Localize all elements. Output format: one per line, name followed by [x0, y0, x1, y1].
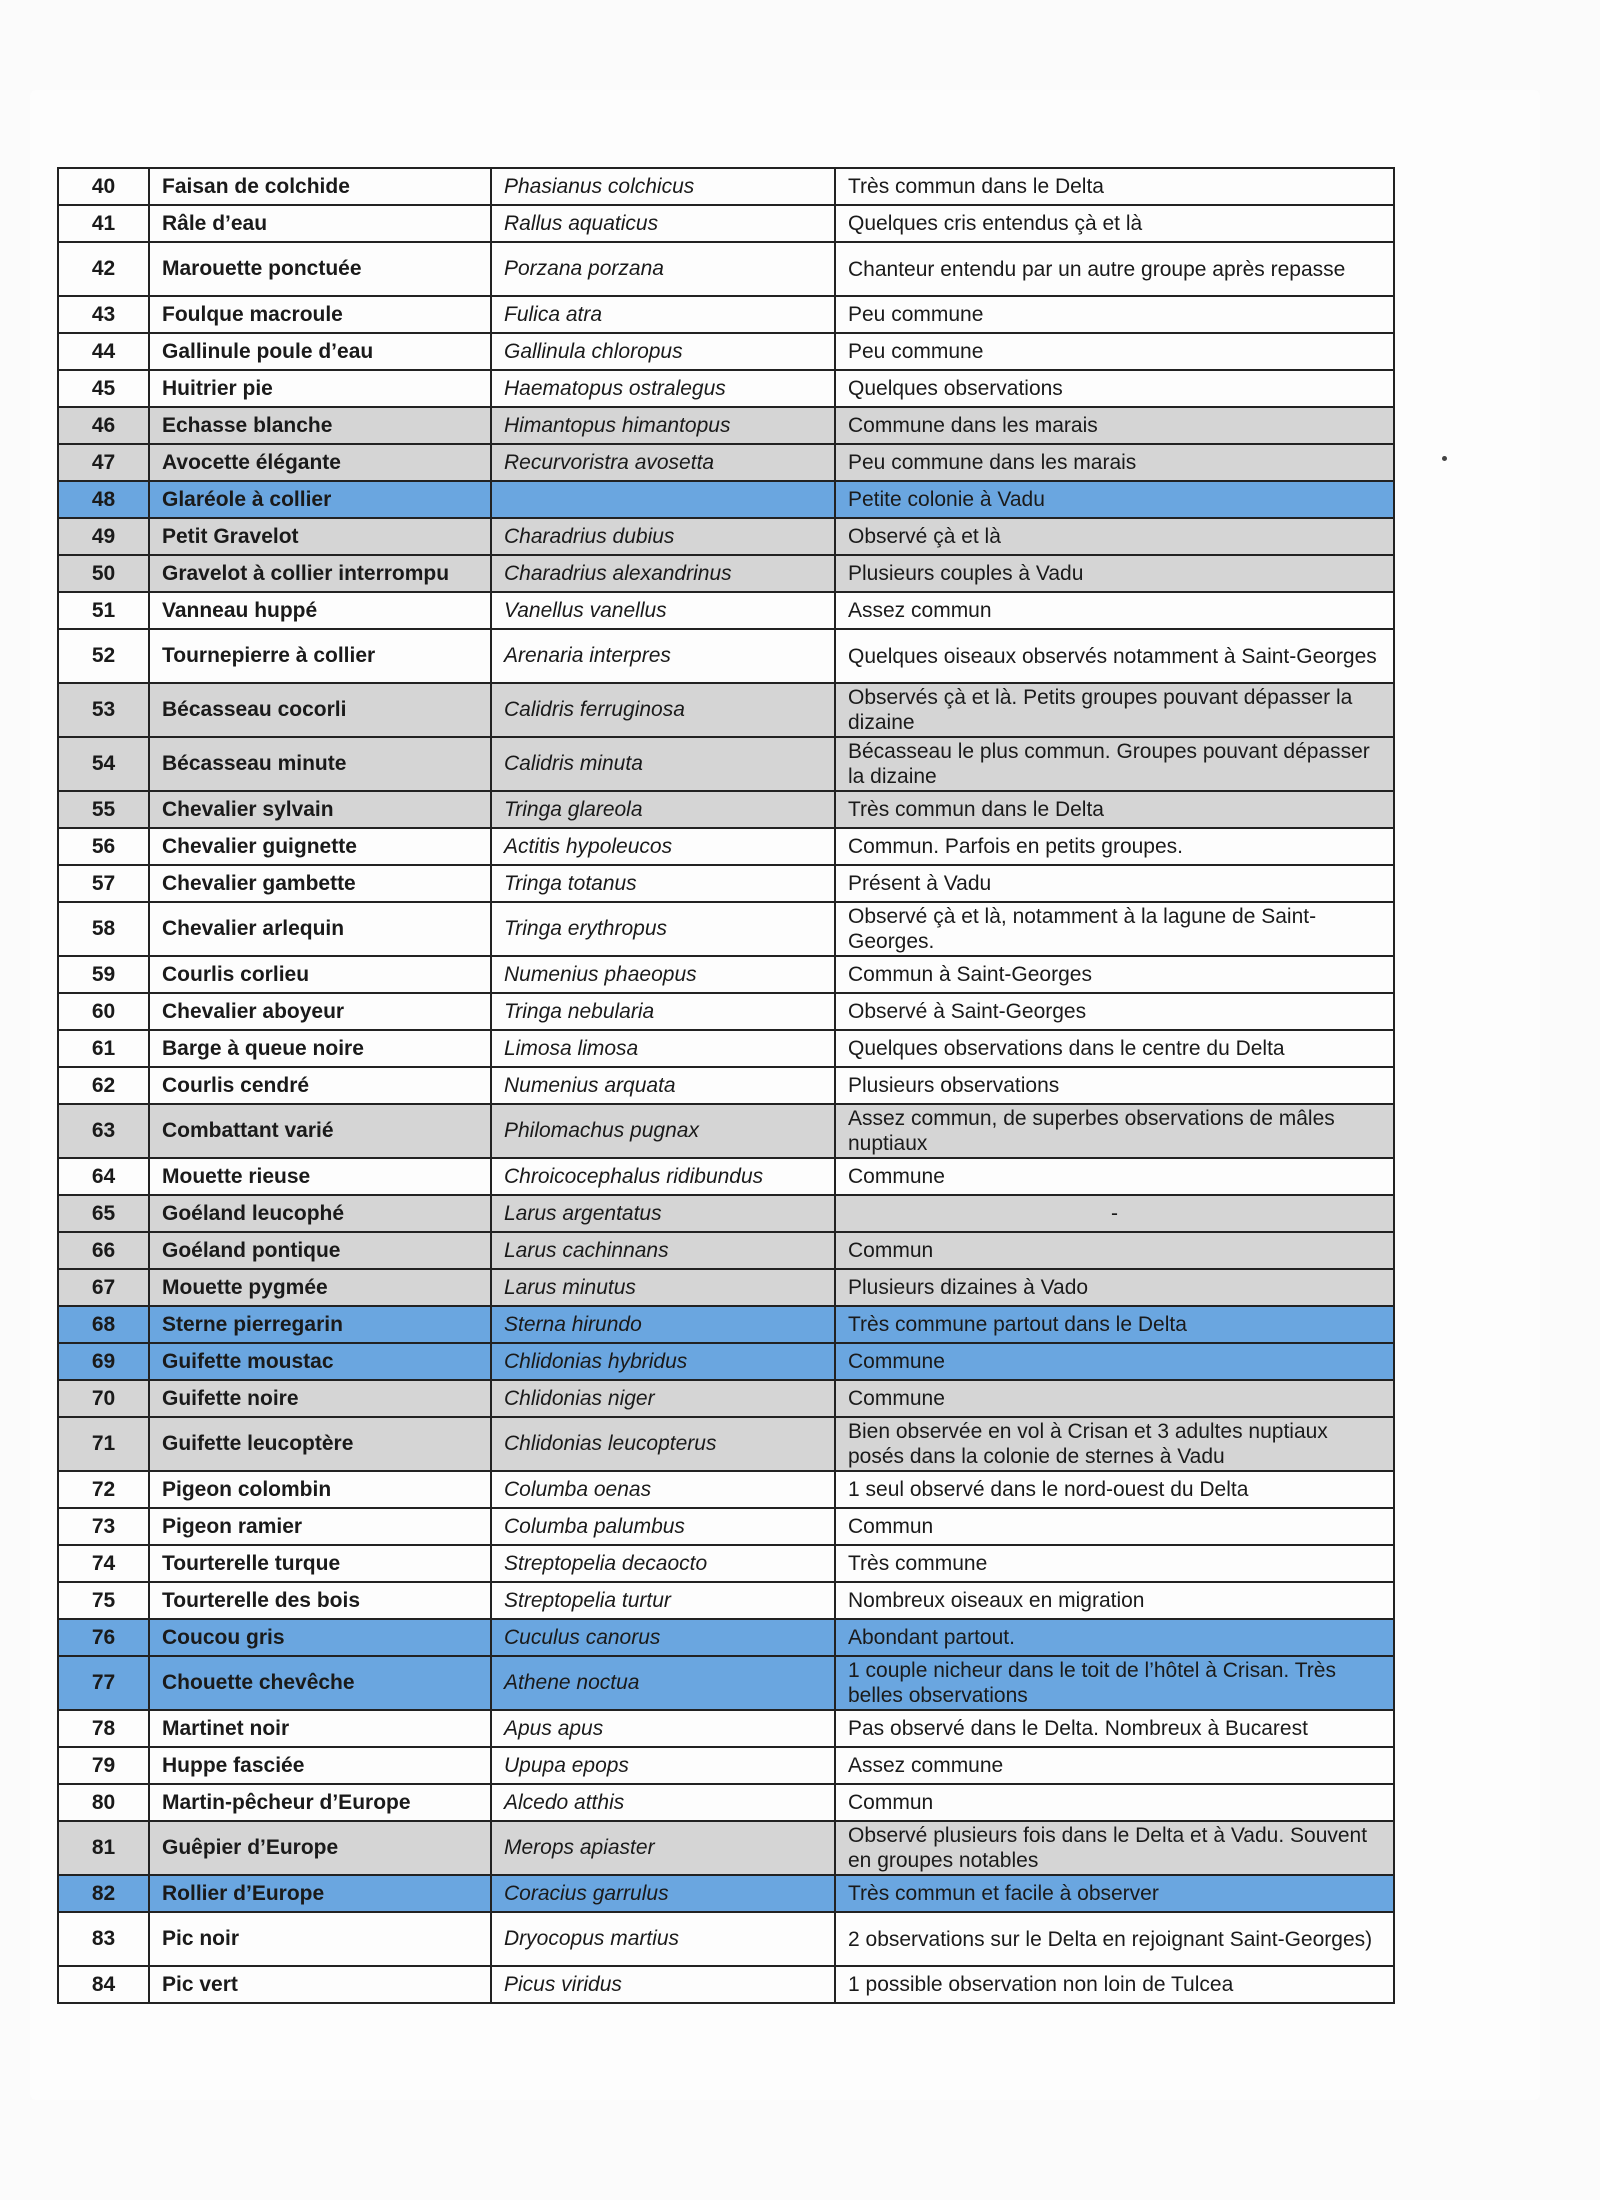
species-number: 58 — [58, 902, 149, 956]
scientific-name: Chroicocephalus ridibundus — [491, 1158, 835, 1195]
table-row — [58, 1104, 1394, 1158]
common-name: Huppe fasciée — [149, 1747, 491, 1784]
scientific-name: Arenaria interpres — [491, 629, 835, 683]
scientific-name: Haematopus ostralegus — [491, 370, 835, 407]
species-number: 48 — [58, 481, 149, 518]
observation-note: 1 seul observé dans le nord-ouest du Delta — [835, 1471, 1394, 1508]
species-number: 67 — [58, 1269, 149, 1306]
table-row — [58, 1966, 1394, 2003]
observation-note: Assez commun, de superbes observations de mâles nuptiaux — [835, 1104, 1394, 1158]
common-name: Glaréole à collier — [149, 481, 491, 518]
species-number: 63 — [58, 1104, 149, 1158]
scientific-name: Tringa nebularia — [491, 993, 835, 1030]
observation-note: Observés çà et là. Petits groupes pouvant dépasser la dizaine — [835, 683, 1394, 737]
species-number: 78 — [58, 1710, 149, 1747]
scientific-name: Rallus aquaticus — [491, 205, 835, 242]
species-number: 41 — [58, 205, 149, 242]
common-name: Guifette moustac — [149, 1343, 491, 1380]
species-number: 80 — [58, 1784, 149, 1821]
observation-note: Quelques cris entendus çà et là — [835, 205, 1394, 242]
observation-note: Commune — [835, 1380, 1394, 1417]
observation-note: Peu commune — [835, 296, 1394, 333]
scientific-name: Recurvoristra avosetta — [491, 444, 835, 481]
species-number: 66 — [58, 1232, 149, 1269]
observation-note: Plusieurs observations — [835, 1067, 1394, 1104]
species-number: 68 — [58, 1306, 149, 1343]
scientific-name: Porzana porzana — [491, 242, 835, 296]
scientific-name: Limosa limosa — [491, 1030, 835, 1067]
species-number: 76 — [58, 1619, 149, 1656]
observation-note: Très commune partout dans le Delta — [835, 1306, 1394, 1343]
observation-note: Chanteur entendu par un autre groupe après repasse — [835, 242, 1394, 296]
observation-note: Pas observé dans le Delta. Nombreux à Bucarest — [835, 1710, 1394, 1747]
observation-note: Très commun dans le Delta — [835, 791, 1394, 828]
table-row — [58, 1158, 1394, 1195]
observation-note: Quelques observations — [835, 370, 1394, 407]
common-name: Mouette pygmée — [149, 1269, 491, 1306]
common-name: Tournepierre à collier — [149, 629, 491, 683]
scientific-name: Coracius garrulus — [491, 1875, 835, 1912]
observation-note: Petite colonie à Vadu — [835, 481, 1394, 518]
species-number: 81 — [58, 1821, 149, 1875]
scientific-name: Columba oenas — [491, 1471, 835, 1508]
scientific-name: Numenius arquata — [491, 1067, 835, 1104]
table-row — [58, 1471, 1394, 1508]
scientific-name: Dryocopus martius — [491, 1912, 835, 1966]
common-name: Coucou gris — [149, 1619, 491, 1656]
scientific-name: Calidris minuta — [491, 737, 835, 791]
common-name: Chevalier guignette — [149, 828, 491, 865]
observation-note: Plusieurs couples à Vadu — [835, 555, 1394, 592]
scientific-name: Sterna hirundo — [491, 1306, 835, 1343]
common-name: Guêpier d’Europe — [149, 1821, 491, 1875]
common-name: Martin-pêcheur d’Europe — [149, 1784, 491, 1821]
common-name: Mouette rieuse — [149, 1158, 491, 1195]
bird-species-table — [57, 167, 1395, 2004]
scientific-name: Calidris ferruginosa — [491, 683, 835, 737]
scientific-name: Phasianus colchicus — [491, 168, 835, 205]
common-name: Chevalier gambette — [149, 865, 491, 902]
table-row — [58, 481, 1394, 518]
species-number: 65 — [58, 1195, 149, 1232]
common-name: Rollier d’Europe — [149, 1875, 491, 1912]
scientific-name: Chlidonias leucopterus — [491, 1417, 835, 1471]
common-name: Tourterelle turque — [149, 1545, 491, 1582]
scientific-name: Streptopelia decaocto — [491, 1545, 835, 1582]
species-number: 75 — [58, 1582, 149, 1619]
scientific-name: Philomachus pugnax — [491, 1104, 835, 1158]
scientific-name: Larus cachinnans — [491, 1232, 835, 1269]
common-name: Gravelot à collier interrompu — [149, 555, 491, 592]
common-name: Avocette élégante — [149, 444, 491, 481]
table-row — [58, 168, 1394, 205]
scientific-name: Apus apus — [491, 1710, 835, 1747]
species-number: 47 — [58, 444, 149, 481]
table-row — [58, 1747, 1394, 1784]
scientific-name: Cuculus canorus — [491, 1619, 835, 1656]
common-name: Bécasseau minute — [149, 737, 491, 791]
observation-note: - — [835, 1195, 1394, 1232]
table-row — [58, 1784, 1394, 1821]
table-row — [58, 333, 1394, 370]
observation-note: Très commun dans le Delta — [835, 168, 1394, 205]
species-number: 72 — [58, 1471, 149, 1508]
species-number: 61 — [58, 1030, 149, 1067]
species-number: 53 — [58, 683, 149, 737]
common-name: Gallinule poule d’eau — [149, 333, 491, 370]
observation-note: Nombreux oiseaux en migration — [835, 1582, 1394, 1619]
common-name: Sterne pierregarin — [149, 1306, 491, 1343]
scientific-name: Tringa erythropus — [491, 902, 835, 956]
table-row — [58, 993, 1394, 1030]
common-name: Barge à queue noire — [149, 1030, 491, 1067]
observation-note: Abondant partout. — [835, 1619, 1394, 1656]
scientific-name: Alcedo atthis — [491, 1784, 835, 1821]
observation-note: Quelques oiseaux observés notamment à Saint-Georges — [835, 629, 1394, 683]
table-row — [58, 1030, 1394, 1067]
observation-note: Présent à Vadu — [835, 865, 1394, 902]
scientific-name: Himantopus himantopus — [491, 407, 835, 444]
table-row — [58, 1232, 1394, 1269]
common-name: Pigeon ramier — [149, 1508, 491, 1545]
table-body — [58, 168, 1394, 2003]
species-number: 69 — [58, 1343, 149, 1380]
common-name: Martinet noir — [149, 1710, 491, 1747]
observation-note: Commun — [835, 1508, 1394, 1545]
species-number: 82 — [58, 1875, 149, 1912]
species-number: 84 — [58, 1966, 149, 2003]
table-row — [58, 791, 1394, 828]
observation-note: Commun — [835, 1784, 1394, 1821]
species-number: 57 — [58, 865, 149, 902]
table-row — [58, 1343, 1394, 1380]
table-row — [58, 1821, 1394, 1875]
scientific-name: Gallinula chloropus — [491, 333, 835, 370]
scientific-name: Larus argentatus — [491, 1195, 835, 1232]
common-name: Pic noir — [149, 1912, 491, 1966]
table-row — [58, 1875, 1394, 1912]
table-row — [58, 370, 1394, 407]
common-name: Foulque macroule — [149, 296, 491, 333]
scientific-name: Athene noctua — [491, 1656, 835, 1710]
table-row — [58, 1417, 1394, 1471]
table-row — [58, 1269, 1394, 1306]
species-number: 49 — [58, 518, 149, 555]
common-name: Courlis corlieu — [149, 956, 491, 993]
species-number: 51 — [58, 592, 149, 629]
observation-note: Quelques observations dans le centre du Delta — [835, 1030, 1394, 1067]
table-row — [58, 1508, 1394, 1545]
common-name: Pic vert — [149, 1966, 491, 2003]
scientific-name: Actitis hypoleucos — [491, 828, 835, 865]
table-row — [58, 518, 1394, 555]
table-row — [58, 1582, 1394, 1619]
scientific-name: Upupa epops — [491, 1747, 835, 1784]
observation-note: 2 observations sur le Delta en rejoignant Saint-Georges) — [835, 1912, 1394, 1966]
observation-note: Observé çà et là — [835, 518, 1394, 555]
scientific-name: Tringa totanus — [491, 865, 835, 902]
table-row — [58, 629, 1394, 683]
common-name: Guifette noire — [149, 1380, 491, 1417]
observation-note: Peu commune — [835, 333, 1394, 370]
table-row — [58, 242, 1394, 296]
table-row — [58, 444, 1394, 481]
scientific-name — [491, 481, 835, 518]
species-number: 77 — [58, 1656, 149, 1710]
scan-speck — [1442, 456, 1447, 461]
observation-note: Observé çà et là, notamment à la lagune de Saint-Georges. — [835, 902, 1394, 956]
common-name: Chevalier sylvain — [149, 791, 491, 828]
species-number: 45 — [58, 370, 149, 407]
table-row — [58, 205, 1394, 242]
observation-note: Commun — [835, 1232, 1394, 1269]
observation-note: Plusieurs dizaines à Vado — [835, 1269, 1394, 1306]
common-name: Combattant varié — [149, 1104, 491, 1158]
scientific-name: Charadrius dubius — [491, 518, 835, 555]
observation-note: Observé plusieurs fois dans le Delta et à Vadu. Souvent en groupes notables — [835, 1821, 1394, 1875]
species-number: 71 — [58, 1417, 149, 1471]
species-number: 42 — [58, 242, 149, 296]
scientific-name: Columba palumbus — [491, 1508, 835, 1545]
table-row — [58, 1067, 1394, 1104]
species-number: 62 — [58, 1067, 149, 1104]
common-name: Marouette ponctuée — [149, 242, 491, 296]
scientific-name: Picus viridus — [491, 1966, 835, 2003]
species-number: 40 — [58, 168, 149, 205]
table-row — [58, 902, 1394, 956]
scientific-name: Charadrius alexandrinus — [491, 555, 835, 592]
observation-note: Commun. Parfois en petits groupes. — [835, 828, 1394, 865]
species-number: 43 — [58, 296, 149, 333]
common-name: Chouette chevêche — [149, 1656, 491, 1710]
observation-note: Commune — [835, 1343, 1394, 1380]
table-row — [58, 1656, 1394, 1710]
table-row — [58, 828, 1394, 865]
observation-note: Commune — [835, 1158, 1394, 1195]
common-name: Tourterelle des bois — [149, 1582, 491, 1619]
observation-note: Commun à Saint-Georges — [835, 956, 1394, 993]
scientific-name: Streptopelia turtur — [491, 1582, 835, 1619]
species-number: 54 — [58, 737, 149, 791]
common-name: Echasse blanche — [149, 407, 491, 444]
species-number: 79 — [58, 1747, 149, 1784]
observation-note: Très commune — [835, 1545, 1394, 1582]
scientific-name: Chlidonias hybridus — [491, 1343, 835, 1380]
scientific-name: Fulica atra — [491, 296, 835, 333]
scientific-name: Chlidonias niger — [491, 1380, 835, 1417]
common-name: Râle d’eau — [149, 205, 491, 242]
table-row — [58, 1710, 1394, 1747]
table-row — [58, 1619, 1394, 1656]
common-name: Petit Gravelot — [149, 518, 491, 555]
scientific-name: Numenius phaeopus — [491, 956, 835, 993]
species-number: 73 — [58, 1508, 149, 1545]
common-name: Chevalier aboyeur — [149, 993, 491, 1030]
observation-note: 1 possible observation non loin de Tulcea — [835, 1966, 1394, 2003]
scientific-name: Tringa glareola — [491, 791, 835, 828]
observation-note: Observé à Saint-Georges — [835, 993, 1394, 1030]
species-number: 50 — [58, 555, 149, 592]
common-name: Chevalier arlequin — [149, 902, 491, 956]
table-row — [58, 407, 1394, 444]
observation-note: Commune dans les marais — [835, 407, 1394, 444]
species-number: 52 — [58, 629, 149, 683]
species-number: 44 — [58, 333, 149, 370]
observation-note: Bien observée en vol à Crisan et 3 adultes nuptiaux posés dans la colonie de sternes à Vadu — [835, 1417, 1394, 1471]
table-row — [58, 555, 1394, 592]
observation-note: Assez commune — [835, 1747, 1394, 1784]
table-row — [58, 1912, 1394, 1966]
scientific-name: Larus minutus — [491, 1269, 835, 1306]
common-name: Pigeon colombin — [149, 1471, 491, 1508]
common-name: Vanneau huppé — [149, 592, 491, 629]
table-row — [58, 592, 1394, 629]
species-number: 56 — [58, 828, 149, 865]
table-row — [58, 296, 1394, 333]
common-name: Bécasseau cocorli — [149, 683, 491, 737]
observation-note: Assez commun — [835, 592, 1394, 629]
table-row — [58, 1195, 1394, 1232]
table-row — [58, 737, 1394, 791]
observation-note: Très commun et facile à observer — [835, 1875, 1394, 1912]
common-name: Guifette leucoptère — [149, 1417, 491, 1471]
table-row — [58, 1380, 1394, 1417]
scientific-name: Vanellus vanellus — [491, 592, 835, 629]
common-name: Courlis cendré — [149, 1067, 491, 1104]
species-number: 83 — [58, 1912, 149, 1966]
species-number: 70 — [58, 1380, 149, 1417]
species-number: 60 — [58, 993, 149, 1030]
observation-note: Bécasseau le plus commun. Groupes pouvant dépasser la dizaine — [835, 737, 1394, 791]
common-name: Goéland pontique — [149, 1232, 491, 1269]
species-number: 55 — [58, 791, 149, 828]
observation-note: Peu commune dans les marais — [835, 444, 1394, 481]
species-number: 74 — [58, 1545, 149, 1582]
species-number: 64 — [58, 1158, 149, 1195]
table-row — [58, 1545, 1394, 1582]
table-row — [58, 865, 1394, 902]
species-number: 46 — [58, 407, 149, 444]
table-row — [58, 1306, 1394, 1343]
common-name: Goéland leucophé — [149, 1195, 491, 1232]
table-row — [58, 956, 1394, 993]
observation-note: 1 couple nicheur dans le toit de l’hôtel à Crisan. Très belles observations — [835, 1656, 1394, 1710]
species-number: 59 — [58, 956, 149, 993]
common-name: Huitrier pie — [149, 370, 491, 407]
table-row — [58, 683, 1394, 737]
scientific-name: Merops apiaster — [491, 1821, 835, 1875]
common-name: Faisan de colchide — [149, 168, 491, 205]
